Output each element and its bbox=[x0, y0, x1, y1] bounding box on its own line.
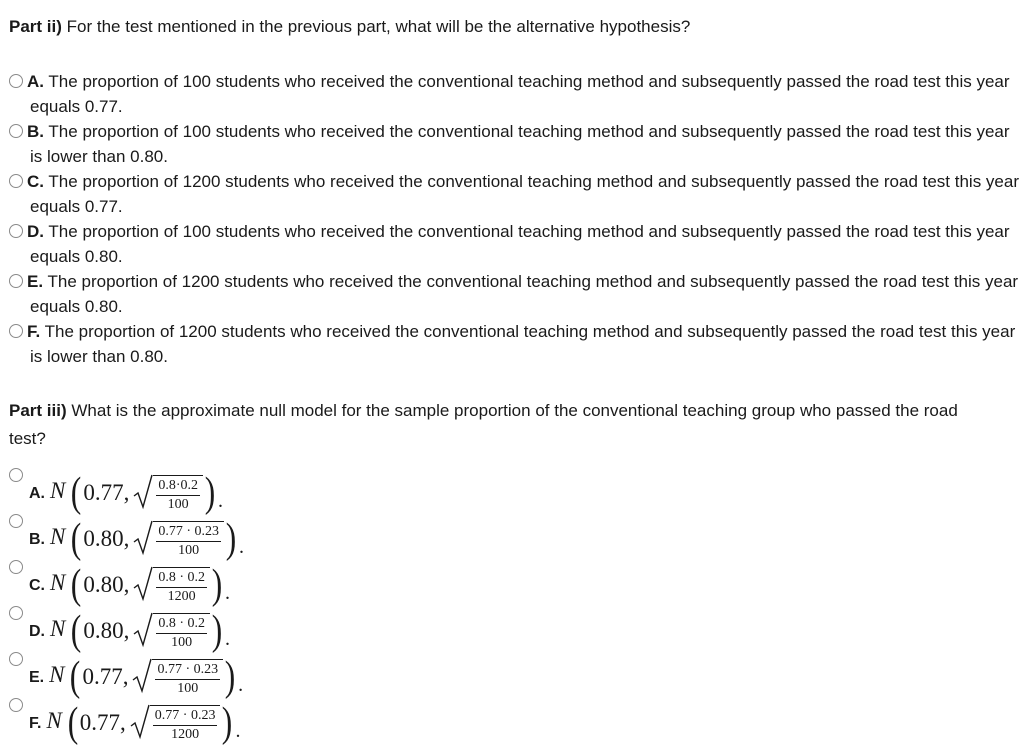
fraction-denominator: 100 bbox=[177, 680, 199, 696]
option-text: The proportion of 1200 students who received the conventional teaching method and subsequently passed the road test this year equals 0.77. bbox=[30, 172, 1019, 216]
part2-option-e[interactable] bbox=[9, 269, 1024, 319]
fraction bbox=[152, 659, 223, 697]
fraction-numerator: 0.77 · 0.23 bbox=[153, 708, 218, 726]
part2-option-a[interactable] bbox=[9, 69, 1024, 119]
fraction-numerator: 0.8 · 0.2 bbox=[156, 616, 207, 634]
option-text: The proportion of 1200 students who received the conventional teaching method and subsequently passed the road test this year equals 0.80. bbox=[30, 272, 1019, 316]
option-letter: D. bbox=[27, 222, 44, 241]
radio-unchecked-icon[interactable] bbox=[9, 124, 23, 138]
fraction-numerator: 0.8 · 0.2 bbox=[156, 570, 207, 588]
part3-option-c[interactable] bbox=[9, 557, 1024, 608]
fraction bbox=[150, 705, 221, 743]
option-text: The proportion of 100 students who received the conventional teaching method and subsequently passed the road test this year equals 0.80. bbox=[30, 222, 1010, 266]
null-model-formula bbox=[50, 470, 224, 516]
radio-unchecked-icon[interactable] bbox=[9, 324, 23, 338]
close-paren: ) bbox=[204, 470, 216, 516]
part3-question bbox=[9, 397, 999, 453]
option-text: The proportion of 100 students who received the conventional teaching method and subsequently passed the road test this year equals 0.77. bbox=[30, 72, 1010, 116]
mean-value: 0.80, bbox=[83, 618, 130, 643]
end-dot: . bbox=[225, 628, 231, 650]
radio-unchecked-icon[interactable] bbox=[9, 224, 23, 238]
end-dot: . bbox=[239, 536, 245, 558]
mean-value: 0.77, bbox=[82, 664, 129, 689]
part3-option-a[interactable] bbox=[9, 465, 1024, 516]
null-model-formula bbox=[49, 654, 244, 700]
fraction-denominator: 100 bbox=[178, 542, 200, 558]
option-letter: E. bbox=[27, 272, 44, 291]
dist-symbol: N bbox=[46, 708, 62, 734]
sqrt-expression bbox=[133, 566, 210, 605]
fraction-numerator: 0.77 · 0.23 bbox=[155, 662, 220, 680]
sqrt-expression bbox=[132, 658, 223, 697]
part2-option-b[interactable] bbox=[9, 119, 1024, 169]
null-model-formula bbox=[50, 562, 231, 608]
open-paren: ( bbox=[71, 608, 82, 654]
fraction-denominator: 1200 bbox=[167, 588, 196, 604]
part2-options bbox=[9, 69, 1024, 369]
fraction-numerator: 0.77 · 0.23 bbox=[156, 524, 221, 542]
end-dot: . bbox=[238, 674, 244, 696]
sqrt-icon bbox=[133, 520, 153, 556]
close-paren: ) bbox=[225, 516, 237, 562]
dist-symbol: N bbox=[50, 478, 66, 504]
sqrt-expression bbox=[133, 474, 203, 513]
part3-options bbox=[9, 465, 1024, 746]
sqrt-icon bbox=[130, 704, 150, 740]
option-letter: E. bbox=[29, 669, 45, 686]
sqrt-icon bbox=[133, 566, 153, 602]
part2-option-d[interactable] bbox=[9, 219, 1024, 269]
option-letter: B. bbox=[27, 122, 44, 141]
option-letter: A. bbox=[27, 72, 44, 91]
radio-unchecked-icon[interactable] bbox=[9, 274, 23, 288]
close-paren: ) bbox=[211, 608, 223, 654]
radio-unchecked-icon[interactable] bbox=[9, 514, 23, 528]
end-dot: . bbox=[225, 582, 231, 604]
radio-unchecked-icon[interactable] bbox=[9, 560, 23, 574]
option-letter: D. bbox=[29, 623, 45, 640]
mean-value: 0.77, bbox=[83, 480, 130, 505]
option-letter: F. bbox=[29, 715, 42, 732]
radio-unchecked-icon[interactable] bbox=[9, 652, 23, 666]
part3-option-b[interactable] bbox=[9, 511, 1024, 562]
part3-option-e[interactable] bbox=[9, 649, 1024, 700]
radio-unchecked-icon[interactable] bbox=[9, 74, 23, 88]
option-text: The proportion of 100 students who received the conventional teaching method and subsequently passed the road test this year is lower than 0.80. bbox=[30, 122, 1010, 166]
mean-value: 0.77, bbox=[79, 710, 126, 735]
null-model-formula bbox=[46, 700, 241, 746]
sqrt-expression bbox=[130, 704, 221, 743]
close-paren: ) bbox=[222, 700, 233, 746]
dist-symbol: N bbox=[49, 662, 65, 688]
part2-option-f[interactable] bbox=[9, 319, 1024, 369]
part2-question-text: For the test mentioned in the previous part, what will be the alternative hypothesis? bbox=[66, 17, 691, 36]
open-paren: ( bbox=[71, 470, 82, 516]
fraction-denominator: 100 bbox=[171, 634, 193, 650]
null-model-formula bbox=[50, 608, 231, 654]
radio-unchecked-icon[interactable] bbox=[9, 606, 23, 620]
open-paren: ( bbox=[71, 562, 82, 608]
fraction-numerator: 0.8·0.2 bbox=[156, 478, 200, 496]
radio-unchecked-icon[interactable] bbox=[9, 174, 23, 188]
close-paren: ) bbox=[211, 562, 223, 608]
close-paren: ) bbox=[224, 654, 236, 700]
sqrt-icon bbox=[133, 612, 153, 648]
option-letter: C. bbox=[27, 172, 44, 191]
radio-unchecked-icon[interactable] bbox=[9, 468, 23, 482]
sqrt-expression bbox=[133, 612, 210, 651]
sqrt-expression bbox=[133, 520, 224, 559]
open-paren: ( bbox=[71, 516, 82, 562]
fraction bbox=[153, 613, 210, 651]
option-letter: C. bbox=[29, 577, 45, 594]
part3-option-d[interactable] bbox=[9, 603, 1024, 654]
part3-option-f[interactable] bbox=[9, 695, 1024, 746]
part2-option-c[interactable] bbox=[9, 169, 1024, 219]
fraction bbox=[153, 567, 210, 605]
end-dot: . bbox=[235, 720, 241, 742]
open-paren: ( bbox=[67, 700, 79, 746]
part3-question-text: What is the approximate null model for the sample proportion of the conventional teaching group who passed the road test? bbox=[9, 401, 958, 448]
option-letter: F. bbox=[27, 322, 41, 341]
part2-question bbox=[9, 14, 1024, 39]
fraction bbox=[153, 475, 203, 513]
radio-unchecked-icon[interactable] bbox=[9, 698, 23, 712]
sqrt-icon bbox=[133, 474, 153, 510]
dist-symbol: N bbox=[50, 570, 66, 596]
end-dot: . bbox=[218, 490, 224, 512]
option-text: The proportion of 1200 students who received the conventional teaching method and subsequently passed the road test this year is lower than 0.80. bbox=[30, 322, 1016, 366]
part2-label: Part ii) bbox=[9, 17, 62, 36]
dist-symbol: N bbox=[50, 616, 66, 642]
sqrt-icon bbox=[132, 658, 152, 694]
dist-symbol: N bbox=[50, 524, 66, 550]
null-model-formula bbox=[50, 516, 245, 562]
mean-value: 0.80, bbox=[83, 526, 130, 551]
fraction-denominator: 100 bbox=[167, 496, 189, 512]
fraction bbox=[153, 521, 224, 559]
option-letter: A. bbox=[29, 485, 45, 502]
part3-label: Part iii) bbox=[9, 401, 67, 420]
fraction-denominator: 1200 bbox=[171, 726, 200, 742]
mean-value: 0.80, bbox=[83, 572, 130, 597]
open-paren: ( bbox=[70, 654, 81, 700]
option-letter: B. bbox=[29, 531, 45, 548]
